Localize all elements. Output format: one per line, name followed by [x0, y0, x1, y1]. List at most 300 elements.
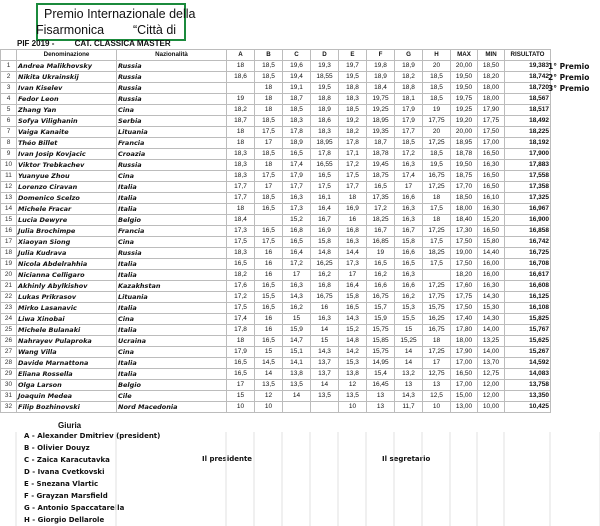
cell-score-c[interactable]: 16,3 — [283, 281, 311, 292]
cell-score-min[interactable]: 18,50 — [478, 61, 505, 72]
cell-score-c[interactable]: 17,2 — [283, 259, 311, 270]
cell-nationality[interactable]: Belgio — [117, 215, 227, 226]
cell-result[interactable]: 17,358 — [505, 182, 551, 193]
cell-score-e[interactable]: 17,5 — [339, 171, 367, 182]
cell-score-max[interactable]: 20,00 — [451, 127, 478, 138]
cell-name[interactable]: Michele Bulanaki — [17, 325, 117, 336]
cell-score-min[interactable]: 14,00 — [478, 347, 505, 358]
cell-score-f[interactable]: 15,4 — [367, 369, 395, 380]
cell-nationality[interactable]: Cina — [117, 347, 227, 358]
cell-score-a[interactable]: 17,5 — [227, 303, 255, 314]
cell-score-max[interactable]: 13,00 — [451, 402, 478, 413]
cell-score-d[interactable]: 18,95 — [311, 138, 339, 149]
cell-name[interactable]: Ivan Josip Kovjacic — [17, 149, 117, 160]
cell-name[interactable]: Ivan Kiselev — [17, 83, 117, 94]
cell-result[interactable]: 17,900 — [505, 149, 551, 160]
cell-score-h[interactable]: 18,5 — [423, 94, 451, 105]
cell-score-d[interactable]: 19,5 — [311, 83, 339, 94]
cell-score-h[interactable]: 17,75 — [423, 292, 451, 303]
cell-score-max[interactable]: 19,50 — [451, 160, 478, 171]
cell-score-max[interactable]: 19,25 — [451, 105, 478, 116]
cell-score-max[interactable]: 17,70 — [451, 182, 478, 193]
cell-result[interactable]: 16,742 — [505, 237, 551, 248]
cell-score-g[interactable]: 17,9 — [395, 116, 423, 127]
cell-score-c[interactable]: 13,8 — [283, 369, 311, 380]
cell-score-f[interactable]: 19,35 — [367, 127, 395, 138]
cell-score-e[interactable]: 12 — [339, 380, 367, 391]
header-cell-max[interactable]: MAX — [451, 50, 478, 61]
row-number[interactable]: 8 — [1, 138, 17, 149]
cell-score-b[interactable]: 17 — [255, 138, 283, 149]
cell-score-f[interactable]: 19,45 — [367, 160, 395, 171]
cell-score-d[interactable]: 16,3 — [311, 314, 339, 325]
cell-score-a[interactable]: 16,5 — [227, 369, 255, 380]
cell-score-c[interactable]: 14 — [283, 391, 311, 402]
cell-name[interactable]: Zhang Yan — [17, 105, 117, 116]
cell-score-g[interactable]: 18,2 — [395, 72, 423, 83]
cell-result[interactable]: 17,883 — [505, 160, 551, 171]
cell-result[interactable]: 16,125 — [505, 292, 551, 303]
cell-score-a[interactable]: 17,9 — [227, 347, 255, 358]
cell-score-f[interactable]: 19,25 — [367, 105, 395, 116]
cell-score-c[interactable]: 17,3 — [283, 204, 311, 215]
cell-score-b[interactable]: 17,5 — [255, 237, 283, 248]
cell-score-h[interactable]: 18,5 — [423, 149, 451, 160]
cell-name[interactable]: Julia Brochimpe — [17, 226, 117, 237]
cell-score-a[interactable]: 18 — [227, 61, 255, 72]
cell-score-g[interactable]: 16,6 — [395, 248, 423, 259]
cell-score-min[interactable]: 15,20 — [478, 215, 505, 226]
cell-score-f[interactable]: 13 — [367, 391, 395, 402]
cell-score-e[interactable]: 13,8 — [339, 369, 367, 380]
cell-score-max[interactable]: 16,50 — [451, 369, 478, 380]
cell-score-c[interactable] — [283, 402, 311, 413]
cell-nationality[interactable]: Belgio — [117, 380, 227, 391]
cell-score-g[interactable]: 14 — [395, 347, 423, 358]
cell-name[interactable]: Davide Marnattona — [17, 358, 117, 369]
cell-score-h[interactable]: 18,5 — [423, 72, 451, 83]
cell-result[interactable]: 13,758 — [505, 380, 551, 391]
cell-score-max[interactable]: 18,78 — [451, 149, 478, 160]
cell-score-d[interactable]: 16,1 — [311, 193, 339, 204]
cell-result[interactable]: 18,567 — [505, 94, 551, 105]
cell-nationality[interactable]: Italia — [117, 204, 227, 215]
cell-nationality[interactable]: Francia — [117, 138, 227, 149]
cell-score-c[interactable]: 14,3 — [283, 292, 311, 303]
cell-score-c[interactable]: 15 — [283, 314, 311, 325]
row-number[interactable]: 20 — [1, 270, 17, 281]
cell-result[interactable]: 16,967 — [505, 204, 551, 215]
cell-result[interactable]: 14,083 — [505, 369, 551, 380]
cell-score-min[interactable]: 16,30 — [478, 204, 505, 215]
cell-score-f[interactable]: 15,75 — [367, 325, 395, 336]
cell-score-min[interactable]: 17,00 — [478, 138, 505, 149]
cell-score-e[interactable]: 16,4 — [339, 281, 367, 292]
cell-score-d[interactable]: 16 — [311, 303, 339, 314]
cell-score-e[interactable]: 18,8 — [339, 83, 367, 94]
cell-name[interactable]: Julia Kudrava — [17, 248, 117, 259]
cell-score-b[interactable]: 14 — [255, 369, 283, 380]
cell-score-g[interactable]: 17,9 — [395, 105, 423, 116]
cell-score-max[interactable]: 17,00 — [451, 380, 478, 391]
cell-score-d[interactable]: 15 — [311, 336, 339, 347]
cell-score-d[interactable]: 13,5 — [311, 391, 339, 402]
cell-score-max[interactable]: 17,75 — [451, 292, 478, 303]
cell-score-c[interactable]: 17,4 — [283, 160, 311, 171]
row-number[interactable]: 29 — [1, 369, 17, 380]
cell-score-a[interactable]: 17,3 — [227, 226, 255, 237]
cell-result[interactable]: 16,708 — [505, 259, 551, 270]
cell-score-h[interactable]: 18 — [423, 336, 451, 347]
cell-score-a[interactable]: 17,4 — [227, 314, 255, 325]
cell-score-g[interactable]: 17,4 — [395, 171, 423, 182]
cell-score-max[interactable]: 17,80 — [451, 325, 478, 336]
cell-score-max[interactable]: 15,00 — [451, 391, 478, 402]
cell-score-b[interactable]: 16,5 — [255, 336, 283, 347]
cell-score-a[interactable]: 17 — [227, 380, 255, 391]
cell-nationality[interactable]: Lituania — [117, 292, 227, 303]
cell-score-a[interactable]: 16,5 — [227, 358, 255, 369]
cell-nationality[interactable]: Russia — [117, 160, 227, 171]
cell-score-b[interactable]: 16 — [255, 259, 283, 270]
cell-name[interactable]: Fedor Leon — [17, 94, 117, 105]
cell-score-d[interactable]: 15,8 — [311, 237, 339, 248]
header-cell-a[interactable]: A — [227, 50, 255, 61]
cell-score-e[interactable]: 17,3 — [339, 259, 367, 270]
cell-score-b[interactable]: 16,5 — [255, 204, 283, 215]
cell-score-c[interactable]: 15,9 — [283, 325, 311, 336]
cell-score-b[interactable]: 16 — [255, 248, 283, 259]
cell-score-e[interactable]: 14,2 — [339, 347, 367, 358]
row-number[interactable]: 28 — [1, 358, 17, 369]
cell-score-f[interactable]: 18,95 — [367, 116, 395, 127]
cell-score-g[interactable]: 14,3 — [395, 391, 423, 402]
cell-score-b[interactable]: 15 — [255, 347, 283, 358]
cell-score-f[interactable]: 16,6 — [367, 281, 395, 292]
cell-nationality[interactable]: Kazakhstan — [117, 281, 227, 292]
cell-score-h[interactable]: 20 — [423, 127, 451, 138]
cell-score-f[interactable]: 16,7 — [367, 226, 395, 237]
cell-score-max[interactable]: 20,00 — [451, 61, 478, 72]
cell-score-c[interactable]: 17,8 — [283, 127, 311, 138]
cell-score-e[interactable]: 19,7 — [339, 61, 367, 72]
cell-nationality[interactable]: Cina — [117, 314, 227, 325]
cell-nationality[interactable]: Lituania — [117, 127, 227, 138]
cell-score-b[interactable]: 12 — [255, 391, 283, 402]
cell-score-c[interactable]: 17,9 — [283, 171, 311, 182]
cell-score-h[interactable]: 20 — [423, 61, 451, 72]
row-number[interactable]: 5 — [1, 105, 17, 116]
cell-score-f[interactable]: 17,35 — [367, 193, 395, 204]
row-number[interactable]: 10 — [1, 160, 17, 171]
cell-score-g[interactable]: 15,3 — [395, 303, 423, 314]
cell-score-max[interactable]: 18,50 — [451, 193, 478, 204]
cell-result[interactable]: 16,900 — [505, 215, 551, 226]
cell-score-e[interactable]: 19,2 — [339, 116, 367, 127]
cell-name[interactable]: Joaquin Medea — [17, 391, 117, 402]
cell-score-f[interactable]: 19,8 — [367, 61, 395, 72]
cell-score-e[interactable]: 19,5 — [339, 72, 367, 83]
cell-score-f[interactable]: 14,95 — [367, 358, 395, 369]
cell-score-min[interactable]: 14,30 — [478, 314, 505, 325]
header-cell-num[interactable] — [1, 50, 17, 61]
cell-result[interactable]: 18,742 — [505, 72, 551, 83]
cell-score-c[interactable]: 16,5 — [283, 149, 311, 160]
cell-score-e[interactable]: 13,5 — [339, 391, 367, 402]
cell-score-h[interactable]: 10 — [423, 402, 451, 413]
cell-score-a[interactable]: 18 — [227, 127, 255, 138]
header-cell-f[interactable]: F — [367, 50, 395, 61]
cell-score-d[interactable]: 16,25 — [311, 259, 339, 270]
cell-nationality[interactable]: Nord Macedonia — [117, 402, 227, 413]
header-cell-g[interactable]: G — [395, 50, 423, 61]
cell-score-c[interactable]: 16,3 — [283, 193, 311, 204]
cell-score-c[interactable]: 19,4 — [283, 72, 311, 83]
cell-score-h[interactable]: 13 — [423, 380, 451, 391]
cell-score-min[interactable]: 14,30 — [478, 292, 505, 303]
cell-score-e[interactable]: 17,7 — [339, 182, 367, 193]
cell-nationality[interactable]: Italia — [117, 325, 227, 336]
cell-score-e[interactable]: 14,4 — [339, 248, 367, 259]
cell-score-c[interactable]: 18,3 — [283, 116, 311, 127]
cell-name[interactable]: Domenico Scelzo — [17, 193, 117, 204]
cell-result[interactable]: 14,592 — [505, 358, 551, 369]
cell-score-d[interactable]: 18,9 — [311, 105, 339, 116]
cell-score-h[interactable]: 17,5 — [423, 204, 451, 215]
cell-score-c[interactable]: 14,7 — [283, 336, 311, 347]
cell-score-b[interactable]: 15,5 — [255, 292, 283, 303]
cell-nationality[interactable]: Russia — [117, 61, 227, 72]
row-number[interactable]: 14 — [1, 204, 17, 215]
cell-score-b[interactable]: 16 — [255, 325, 283, 336]
cell-score-min[interactable]: 18,00 — [478, 94, 505, 105]
cell-score-min[interactable]: 15,80 — [478, 237, 505, 248]
cell-score-b[interactable]: 13,5 — [255, 380, 283, 391]
cell-result[interactable]: 15,625 — [505, 336, 551, 347]
cell-score-d[interactable]: 18,8 — [311, 94, 339, 105]
cell-score-d[interactable]: 16,2 — [311, 270, 339, 281]
cell-score-c[interactable]: 16,4 — [283, 248, 311, 259]
cell-score-g[interactable]: 16,2 — [395, 292, 423, 303]
cell-score-b[interactable]: 18,5 — [255, 61, 283, 72]
cell-result[interactable]: 17,325 — [505, 193, 551, 204]
cell-score-b[interactable]: 16 — [255, 314, 283, 325]
cell-score-g[interactable]: 13,2 — [395, 369, 423, 380]
cell-name[interactable]: Andrea Malikhovsky — [17, 61, 117, 72]
cell-result[interactable]: 16,858 — [505, 226, 551, 237]
cell-score-a[interactable]: 18,3 — [227, 248, 255, 259]
cell-name[interactable]: Lukas Prikrasov — [17, 292, 117, 303]
cell-score-a[interactable]: 19 — [227, 94, 255, 105]
row-number[interactable]: 13 — [1, 193, 17, 204]
cell-score-d[interactable]: 16,5 — [311, 171, 339, 182]
cell-result[interactable]: 18,517 — [505, 105, 551, 116]
cell-score-f[interactable]: 18,4 — [367, 83, 395, 94]
cell-score-min[interactable]: 16,30 — [478, 160, 505, 171]
cell-name[interactable]: Akhinly Abylkishov — [17, 281, 117, 292]
cell-score-g[interactable]: 18,1 — [395, 94, 423, 105]
row-number[interactable]: 32 — [1, 402, 17, 413]
cell-score-a[interactable]: 18,6 — [227, 72, 255, 83]
cell-score-d[interactable]: 16,9 — [311, 226, 339, 237]
cell-score-b[interactable]: 18 — [255, 83, 283, 94]
cell-score-b[interactable]: 18 — [255, 94, 283, 105]
cell-result[interactable]: 17,558 — [505, 171, 551, 182]
cell-name[interactable]: Lorenzo Ciravan — [17, 182, 117, 193]
cell-name[interactable]: Olga Larson — [17, 380, 117, 391]
cell-result[interactable]: 16,725 — [505, 248, 551, 259]
cell-score-c[interactable]: 16,8 — [283, 226, 311, 237]
cell-score-e[interactable]: 17 — [339, 270, 367, 281]
cell-score-a[interactable]: 18,2 — [227, 105, 255, 116]
cell-score-b[interactable]: 18,5 — [255, 193, 283, 204]
cell-score-c[interactable]: 14,1 — [283, 358, 311, 369]
cell-score-d[interactable]: 16,4 — [311, 204, 339, 215]
cell-score-min[interactable]: 10,00 — [478, 402, 505, 413]
cell-nationality[interactable]: Italia — [117, 358, 227, 369]
cell-score-max[interactable]: 19,75 — [451, 94, 478, 105]
cell-name[interactable]: Yuanyue Zhou — [17, 171, 117, 182]
cell-score-a[interactable]: 18,3 — [227, 171, 255, 182]
cell-result[interactable]: 15,267 — [505, 347, 551, 358]
header-cell-d[interactable]: D — [311, 50, 339, 61]
cell-score-a[interactable]: 18,2 — [227, 270, 255, 281]
cell-score-min[interactable]: 16,50 — [478, 226, 505, 237]
cell-score-b[interactable]: 16 — [255, 270, 283, 281]
cell-score-e[interactable]: 16,9 — [339, 204, 367, 215]
cell-score-g[interactable]: 11,7 — [395, 402, 423, 413]
row-number[interactable]: 1 — [1, 61, 17, 72]
cell-score-c[interactable]: 16,2 — [283, 303, 311, 314]
cell-score-max[interactable]: 18,00 — [451, 336, 478, 347]
cell-score-g[interactable]: 15,8 — [395, 237, 423, 248]
cell-name[interactable]: Nicola Abdelrahhia — [17, 259, 117, 270]
cell-score-e[interactable]: 15,2 — [339, 325, 367, 336]
cell-score-h[interactable]: 15,75 — [423, 303, 451, 314]
cell-score-h[interactable]: 18 — [423, 215, 451, 226]
cell-score-b[interactable]: 16,5 — [255, 281, 283, 292]
cell-score-h[interactable]: 18,5 — [423, 83, 451, 94]
cell-score-min[interactable]: 16,50 — [478, 149, 505, 160]
cell-result[interactable]: 16,617 — [505, 270, 551, 281]
cell-score-e[interactable]: 10 — [339, 402, 367, 413]
cell-score-min[interactable]: 17,90 — [478, 105, 505, 116]
cell-score-b[interactable]: 16,5 — [255, 226, 283, 237]
cell-score-h[interactable]: 17,25 — [423, 281, 451, 292]
cell-score-max[interactable]: 18,20 — [451, 270, 478, 281]
cell-score-max[interactable]: 17,50 — [451, 259, 478, 270]
cell-score-e[interactable]: 15,8 — [339, 292, 367, 303]
cell-score-b[interactable]: 10 — [255, 402, 283, 413]
cell-score-min[interactable]: 17,50 — [478, 127, 505, 138]
cell-score-max[interactable]: 17,50 — [451, 237, 478, 248]
row-number[interactable]: 21 — [1, 281, 17, 292]
cell-score-d[interactable]: 14,8 — [311, 248, 339, 259]
cell-score-min[interactable]: 16,00 — [478, 270, 505, 281]
header-cell-e[interactable]: E — [339, 50, 367, 61]
cell-score-e[interactable]: 18,3 — [339, 94, 367, 105]
cell-result[interactable]: 19,383 — [505, 61, 551, 72]
cell-score-min[interactable]: 14,40 — [478, 248, 505, 259]
cell-name[interactable]: Filip Bozhinovski — [17, 402, 117, 413]
cell-score-d[interactable]: 16,75 — [311, 292, 339, 303]
cell-score-a[interactable]: 18,4 — [227, 215, 255, 226]
cell-name[interactable]: Théo Billet — [17, 138, 117, 149]
cell-score-d[interactable]: 18,6 — [311, 116, 339, 127]
cell-nationality[interactable]: Italia — [117, 303, 227, 314]
cell-score-max[interactable]: 18,00 — [451, 204, 478, 215]
cell-score-f[interactable]: 15,7 — [367, 303, 395, 314]
cell-nationality[interactable]: Serbia — [117, 116, 227, 127]
cell-score-d[interactable]: 14,3 — [311, 347, 339, 358]
cell-score-h[interactable]: 19 — [423, 105, 451, 116]
cell-score-g[interactable]: 16,5 — [395, 259, 423, 270]
row-number[interactable]: 15 — [1, 215, 17, 226]
cell-score-e[interactable]: 17,2 — [339, 160, 367, 171]
cell-score-f[interactable]: 19,75 — [367, 94, 395, 105]
cell-nationality[interactable]: Russia — [117, 83, 227, 94]
row-number[interactable]: 18 — [1, 248, 17, 259]
cell-result[interactable]: 13,350 — [505, 391, 551, 402]
cell-score-min[interactable]: 12,75 — [478, 369, 505, 380]
cell-score-h[interactable]: 19,5 — [423, 160, 451, 171]
row-number[interactable]: 12 — [1, 182, 17, 193]
cell-score-e[interactable]: 18,5 — [339, 105, 367, 116]
header-cell-h[interactable]: H — [423, 50, 451, 61]
cell-score-b[interactable]: 18,5 — [255, 72, 283, 83]
cell-score-g[interactable]: 18,9 — [395, 61, 423, 72]
cell-score-c[interactable]: 15,2 — [283, 215, 311, 226]
row-number[interactable]: 30 — [1, 380, 17, 391]
cell-score-f[interactable]: 15,85 — [367, 336, 395, 347]
cell-score-c[interactable]: 18,7 — [283, 94, 311, 105]
cell-score-e[interactable]: 16,8 — [339, 226, 367, 237]
cell-score-a[interactable]: 15 — [227, 391, 255, 402]
cell-nationality[interactable]: Russia — [117, 72, 227, 83]
cell-score-e[interactable]: 16,5 — [339, 303, 367, 314]
cell-score-f[interactable]: 15,9 — [367, 314, 395, 325]
cell-score-c[interactable]: 17 — [283, 270, 311, 281]
cell-score-f[interactable]: 19 — [367, 248, 395, 259]
cell-name[interactable]: Xiaoyan Siong — [17, 237, 117, 248]
cell-score-min[interactable]: 14,00 — [478, 325, 505, 336]
cell-score-a[interactable]: 10 — [227, 402, 255, 413]
row-number[interactable]: 4 — [1, 94, 17, 105]
cell-score-b[interactable]: 14,5 — [255, 358, 283, 369]
cell-name[interactable]: Michele Fracar — [17, 204, 117, 215]
cell-score-max[interactable]: 19,50 — [451, 72, 478, 83]
cell-nationality[interactable]: Russia — [117, 248, 227, 259]
row-number[interactable]: 2 — [1, 72, 17, 83]
cell-score-h[interactable]: 17 — [423, 358, 451, 369]
cell-result[interactable]: 15,825 — [505, 314, 551, 325]
row-number[interactable]: 26 — [1, 336, 17, 347]
cell-score-max[interactable]: 18,40 — [451, 215, 478, 226]
cell-score-e[interactable]: 14,8 — [339, 336, 367, 347]
cell-score-g[interactable]: 14 — [395, 358, 423, 369]
cell-score-h[interactable]: 16,75 — [423, 325, 451, 336]
cell-score-a[interactable]: 16,5 — [227, 259, 255, 270]
cell-score-g[interactable]: 16,3 — [395, 270, 423, 281]
row-number[interactable]: 17 — [1, 237, 17, 248]
cell-nationality[interactable]: Italia — [117, 193, 227, 204]
cell-name[interactable]: Nicianna Celligaro — [17, 270, 117, 281]
cell-score-c[interactable]: 19,1 — [283, 83, 311, 94]
cell-score-h[interactable] — [423, 270, 451, 281]
cell-score-max[interactable]: 17,50 — [451, 303, 478, 314]
cell-score-a[interactable]: 17,8 — [227, 325, 255, 336]
cell-score-a[interactable]: 17,5 — [227, 237, 255, 248]
